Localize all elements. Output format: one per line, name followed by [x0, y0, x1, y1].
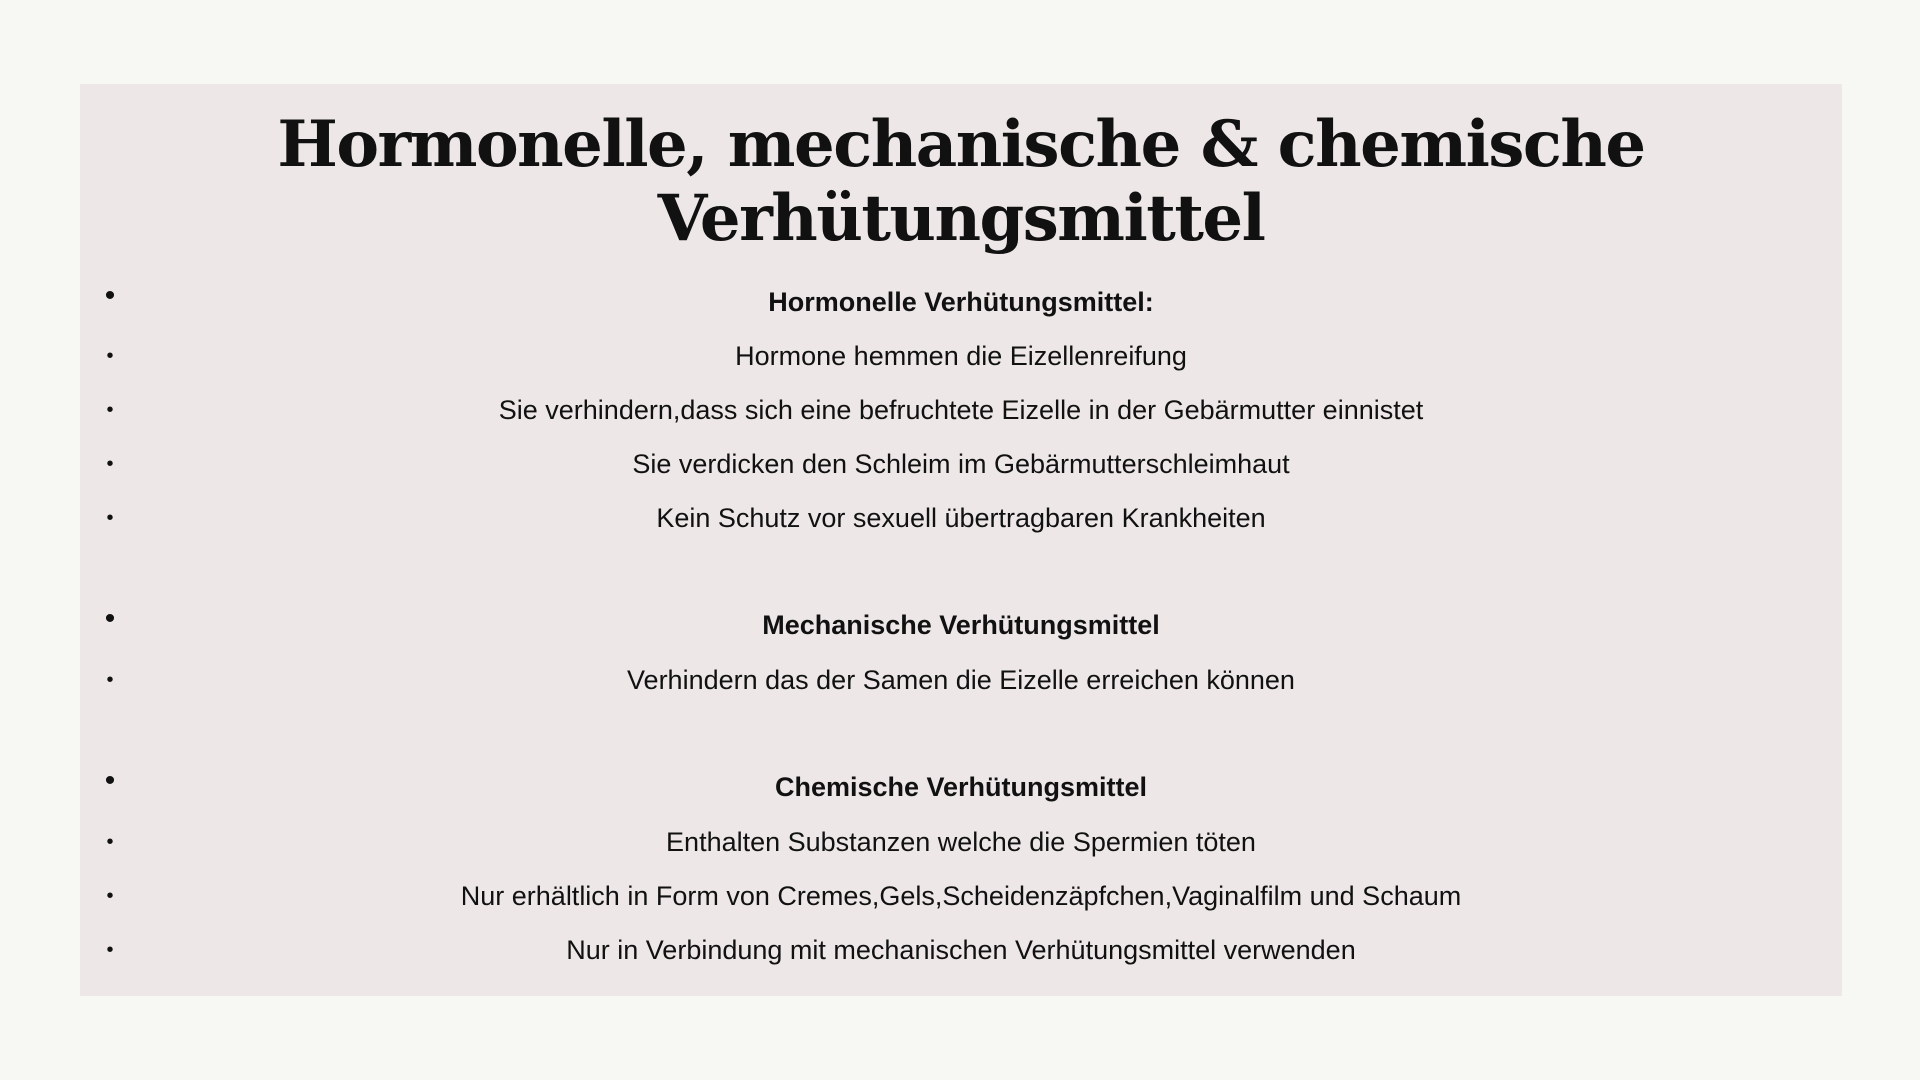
- slide-title-line-2: Verhütungsmittel: [657, 181, 1265, 256]
- section-heading-hormonal: Hormonelle Verhütungsmittel:: [768, 287, 1154, 317]
- list-item-text: Nur in Verbindung mit mechanischen Verhütungsmittel verwenden: [566, 935, 1356, 965]
- section-heading-row: [80, 279, 1842, 322]
- slide-title: [80, 108, 1842, 256]
- list-item: [80, 444, 1842, 484]
- list-item: [80, 876, 1842, 916]
- bullet-icon: •: [106, 939, 114, 961]
- list-item: [80, 390, 1842, 430]
- list-item-text: Sie verhindern,dass sich eine befruchtete Eizelle in der Gebärmutter einnistet: [498, 395, 1424, 425]
- bullet-icon: •: [104, 602, 116, 635]
- list-item-text: Verhindern das der Samen die Eizelle erreichen können: [627, 665, 1295, 695]
- section-heading-chemical: Chemische Verhütungsmittel: [774, 772, 1148, 802]
- slide-title-line-1: Hormonelle, mechanische & chemische: [277, 107, 1645, 182]
- list-item-text: Nur erhältlich in Form von Cremes,Gels,Scheidenzäpfchen,Vaginalfilm und Schaum: [460, 881, 1462, 911]
- bullet-icon: •: [106, 399, 114, 421]
- list-item-text: Enthalten Substanzen welche die Spermien töten: [666, 827, 1256, 857]
- bullet-icon: •: [106, 831, 114, 853]
- list-item: [80, 336, 1842, 376]
- list-item-text: Sie verdicken den Schleim im Gebärmutterschleimhaut: [632, 449, 1290, 479]
- bullet-icon: •: [106, 345, 114, 367]
- list-item: [80, 930, 1842, 970]
- section-heading-row: [80, 764, 1842, 807]
- list-item-text: Kein Schutz vor sexuell übertragbaren Krankheiten: [656, 503, 1266, 533]
- section-heading-row: [80, 602, 1842, 645]
- section-heading-mechanical: Mechanische Verhütungsmittel: [762, 610, 1160, 640]
- bullet-icon: •: [106, 453, 114, 475]
- bullet-icon: •: [106, 507, 114, 529]
- slide-panel: [80, 84, 1842, 996]
- list-item-text: Hormone hemmen die Eizellenreifung: [735, 341, 1187, 371]
- bullet-icon: •: [104, 764, 116, 797]
- bullet-icon: •: [106, 885, 114, 907]
- bullet-icon: •: [106, 669, 114, 691]
- list-item: [80, 498, 1842, 538]
- list-item: [80, 660, 1842, 700]
- list-item: [80, 822, 1842, 862]
- bullet-icon: •: [104, 279, 116, 312]
